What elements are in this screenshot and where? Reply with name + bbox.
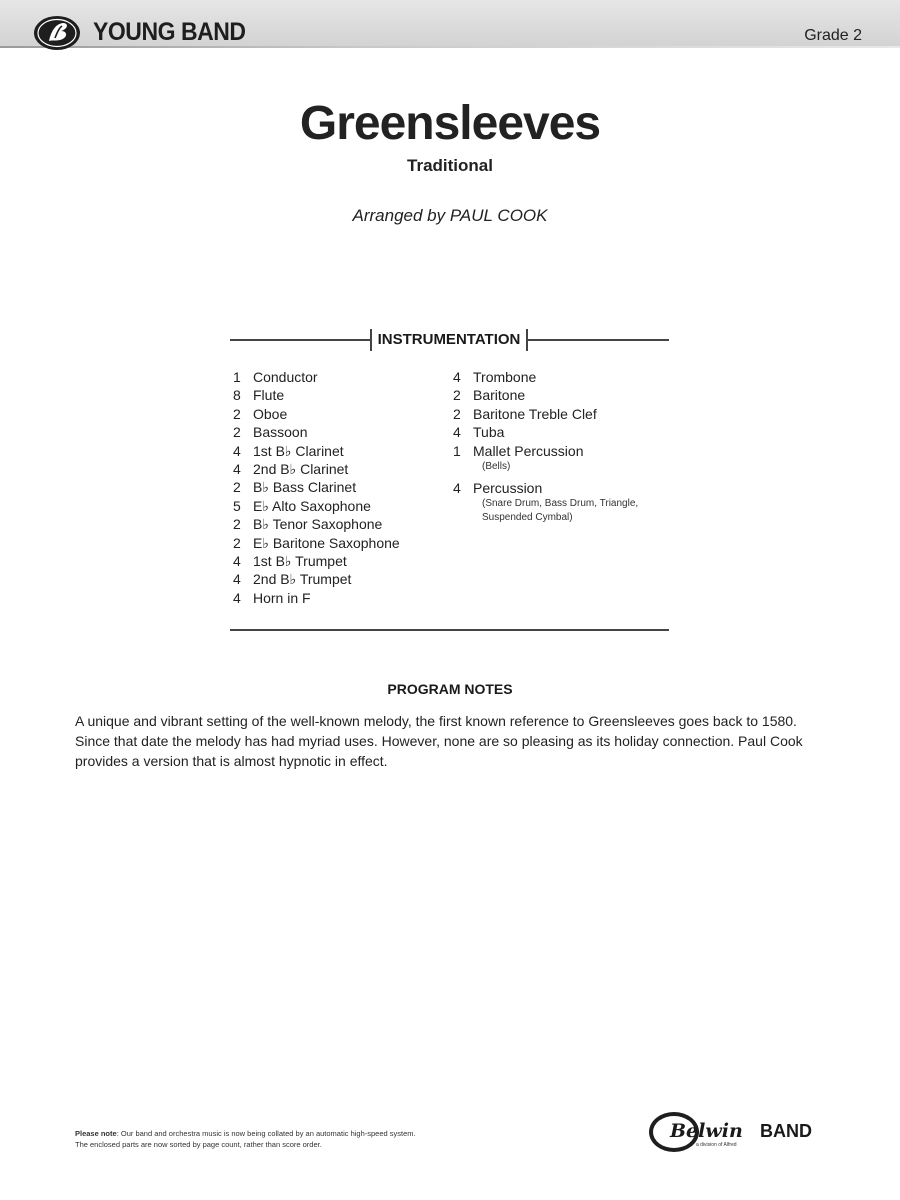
footer-note-label: Please note bbox=[75, 1129, 117, 1138]
instrument-name: 1st B♭ Clarinet bbox=[253, 442, 344, 459]
instrument-name: Horn in F bbox=[253, 589, 311, 606]
instrument-name: Trombone bbox=[473, 369, 537, 385]
instrumentation-left-column bbox=[233, 368, 400, 607]
instrument-name: Tuba bbox=[473, 424, 505, 441]
belwin-band-logo bbox=[648, 1108, 838, 1156]
instrument-row bbox=[233, 442, 400, 460]
instrument-qty: 5 bbox=[233, 497, 241, 514]
instrument-qty: 4 bbox=[453, 480, 461, 497]
instrument-detail: (Bells) bbox=[482, 461, 511, 473]
program-notes-heading: PROGRAM NOTES bbox=[387, 681, 513, 697]
instrumentation-heading: INSTRUMENTATION bbox=[370, 329, 528, 351]
instrument-name: Conductor bbox=[253, 369, 318, 385]
instrument-qty: 4 bbox=[233, 589, 241, 606]
instrument-row bbox=[453, 368, 638, 386]
instrumentation-top-rule-right bbox=[528, 339, 669, 341]
publisher-tag: a division of Alfred bbox=[696, 1142, 737, 1148]
instrument-qty: 4 bbox=[233, 571, 241, 588]
instrument-name: 2nd B♭ Trumpet bbox=[253, 571, 352, 588]
young-band-logo-icon bbox=[33, 14, 83, 52]
instrument-qty: 4 bbox=[453, 369, 461, 385]
instrument-detail: (Snare Drum, Bass Drum, Triangle, bbox=[482, 498, 639, 510]
instrument-row bbox=[233, 570, 400, 588]
instrument-name: Percussion bbox=[473, 480, 543, 497]
instrument-qty: 2 bbox=[453, 387, 461, 404]
instrument-qty: 8 bbox=[233, 387, 241, 404]
instrument-name: Oboe bbox=[253, 405, 288, 422]
instrument-row bbox=[233, 589, 400, 607]
instrument-row bbox=[453, 479, 638, 497]
instrumentation-right-column bbox=[453, 368, 638, 525]
instrument-row bbox=[233, 423, 400, 441]
instrument-row bbox=[453, 386, 638, 404]
grade-label: Grade 2 bbox=[804, 27, 862, 44]
instrument-name: B♭ Bass Clarinet bbox=[253, 479, 357, 496]
instrument-row bbox=[233, 552, 400, 570]
instrument-row bbox=[233, 534, 400, 552]
program-notes-text: A unique and vibrant setting of the well-known melody, the first known reference to Greensleeves goes back to 1580. Since that date the melody has had myriad uses. However, none are so pleasing as its holiday connection. Paul Cook provides a version that is almost hypnotic in effect. bbox=[75, 713, 803, 769]
instrument-row bbox=[233, 515, 400, 533]
instrument-qty: 2 bbox=[233, 534, 241, 551]
arranger-credit: Arranged by PAUL COOK bbox=[352, 206, 548, 225]
instrument-name: E♭ Baritone Saxophone bbox=[253, 534, 400, 551]
instrument-qty: 4 bbox=[453, 424, 461, 441]
instrument-qty: 2 bbox=[453, 405, 461, 422]
instrument-name: Baritone bbox=[473, 387, 526, 404]
instrument-row bbox=[233, 478, 400, 496]
instrument-qty: 4 bbox=[233, 461, 241, 478]
instrument-row bbox=[233, 460, 400, 478]
instrument-row bbox=[233, 405, 400, 423]
instrument-row bbox=[233, 497, 400, 515]
instrument-name: Baritone Treble Clef bbox=[473, 405, 597, 422]
instrument-qty: 1 bbox=[233, 369, 241, 385]
instrument-detail: Suspended Cymbal) bbox=[482, 512, 573, 524]
instrument-name: E♭ Alto Saxophone bbox=[253, 497, 371, 514]
instrument-name: B♭ Tenor Saxophone bbox=[253, 516, 383, 533]
instrument-qty: 4 bbox=[233, 442, 241, 459]
publisher-band: BAND bbox=[760, 1121, 812, 1141]
instrument-row bbox=[233, 386, 400, 404]
instrument-row bbox=[453, 442, 638, 460]
instrument-name: 1st B♭ Trumpet bbox=[253, 553, 347, 570]
subtitle: Traditional bbox=[407, 156, 493, 175]
instrument-name: 2nd B♭ Clarinet bbox=[253, 461, 349, 478]
publisher-script: Belwin bbox=[670, 1120, 743, 1142]
brand-name: YOUNG BAND bbox=[93, 18, 246, 46]
footer-note bbox=[75, 1128, 535, 1150]
page-title: Greensleeves bbox=[299, 97, 601, 150]
instrument-qty: 1 bbox=[453, 442, 461, 459]
instrumentation-top-rule-left bbox=[230, 339, 370, 341]
instrument-qty: 4 bbox=[233, 553, 241, 570]
footer-note-text-2: The enclosed parts are now sorted by page count, rather than score order. bbox=[75, 1140, 322, 1149]
instrument-qty: 2 bbox=[233, 424, 241, 441]
instrument-qty: 2 bbox=[233, 479, 241, 496]
instrument-name: Bassoon bbox=[253, 424, 308, 441]
instrument-qty: 2 bbox=[233, 405, 241, 422]
instrument-name: Flute bbox=[253, 387, 285, 404]
instrument-row bbox=[233, 368, 400, 386]
instrumentation-bottom-rule bbox=[230, 629, 669, 631]
instrument-qty: 2 bbox=[233, 516, 241, 533]
instrument-row bbox=[453, 405, 638, 423]
instrument-row bbox=[453, 423, 638, 441]
footer-note-text: : Our band and orchestra music is now being collated by an automatic high-speed system. bbox=[116, 1129, 416, 1138]
instrument-name: Mallet Percussion bbox=[473, 442, 584, 459]
